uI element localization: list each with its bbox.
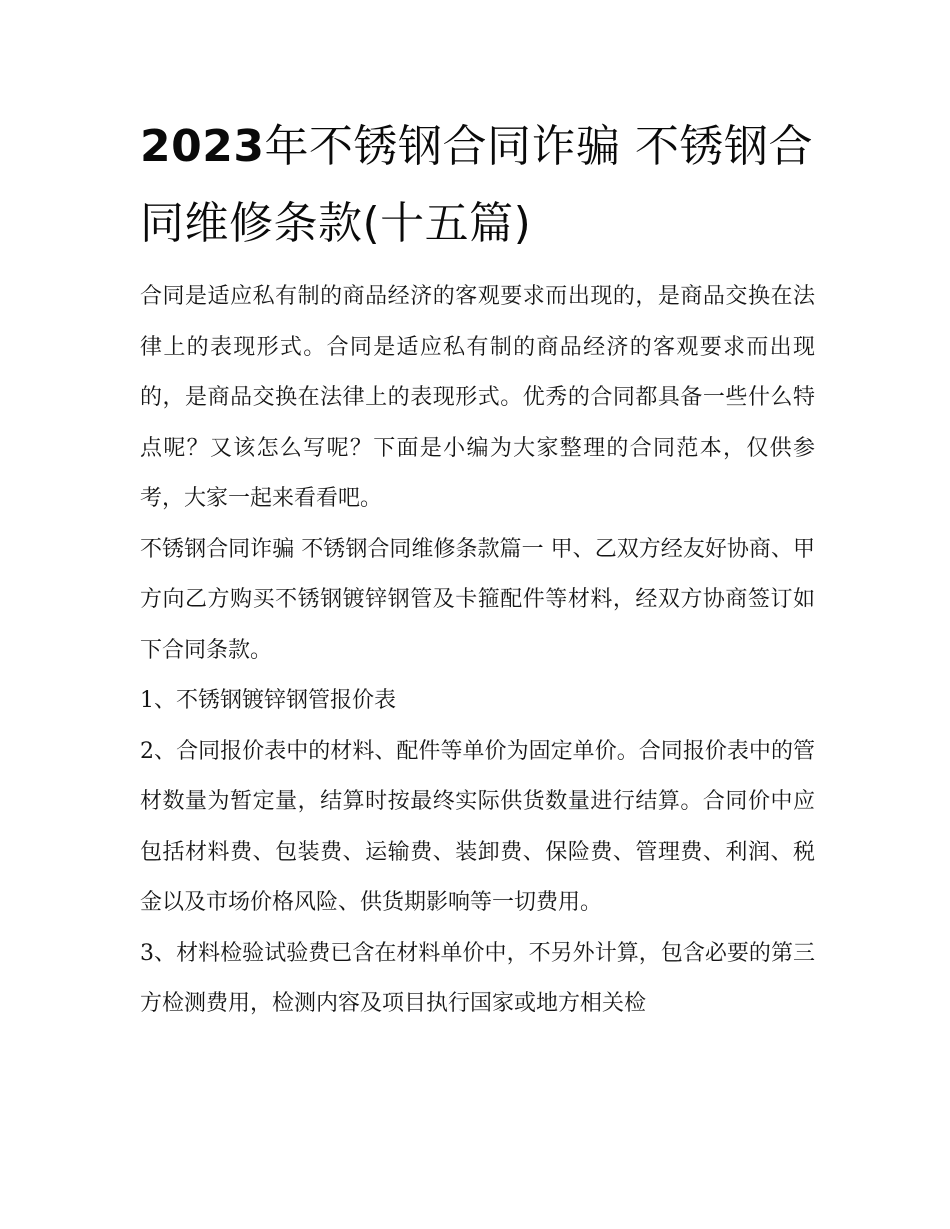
clause-3-paragraph: 3、材料检验试验费已含在材料单价中，不另外计算，包含必要的第三方检测费用，检测内容及项目执行国家或地方相关检 [140, 940, 815, 1016]
title-year: 2023 [140, 121, 265, 172]
intro-paragraph: 合同是适应私有制的商品经济的客观要求而出现的，是商品交换在法律上的表现形式。合同是适应私有制的商品经济的客观要求而出现的，是商品交换在法律上的表现形式。优秀的合同都具备一些什么特点呢？又该怎么写呢？下面是小编为大家整理的合同范本，仅供参考，大家一起来看看吧。 [140, 284, 815, 511]
document-content [140, 108, 815, 1030]
document-title [140, 108, 815, 262]
clause-2-paragraph: 2、合同报价表中的材料、配件等单价为固定单价。合同报价表中的管材数量为暂定量，结算时按最终实际供货数量进行结算。合同价中应包括材料费、包装费、运输费、装卸费、保险费、管理费、利润、税金以及市场价格风险、供货期影响等一切费用。 [140, 738, 815, 915]
clause-1-paragraph: 1、不锈钢镀锌钢管报价表 [140, 688, 396, 713]
title-text: 年不锈钢合同诈骗 不锈钢合同维修条款(十五篇) [140, 121, 813, 249]
section-one-paragraph: 不锈钢合同诈骗 不锈钢合同维修条款篇一 甲、乙双方经友好协商、甲方向乙方购买不锈钢镀锌钢管及卡箍配件等材料，经双方协商签订如下合同条款。 [140, 536, 815, 663]
